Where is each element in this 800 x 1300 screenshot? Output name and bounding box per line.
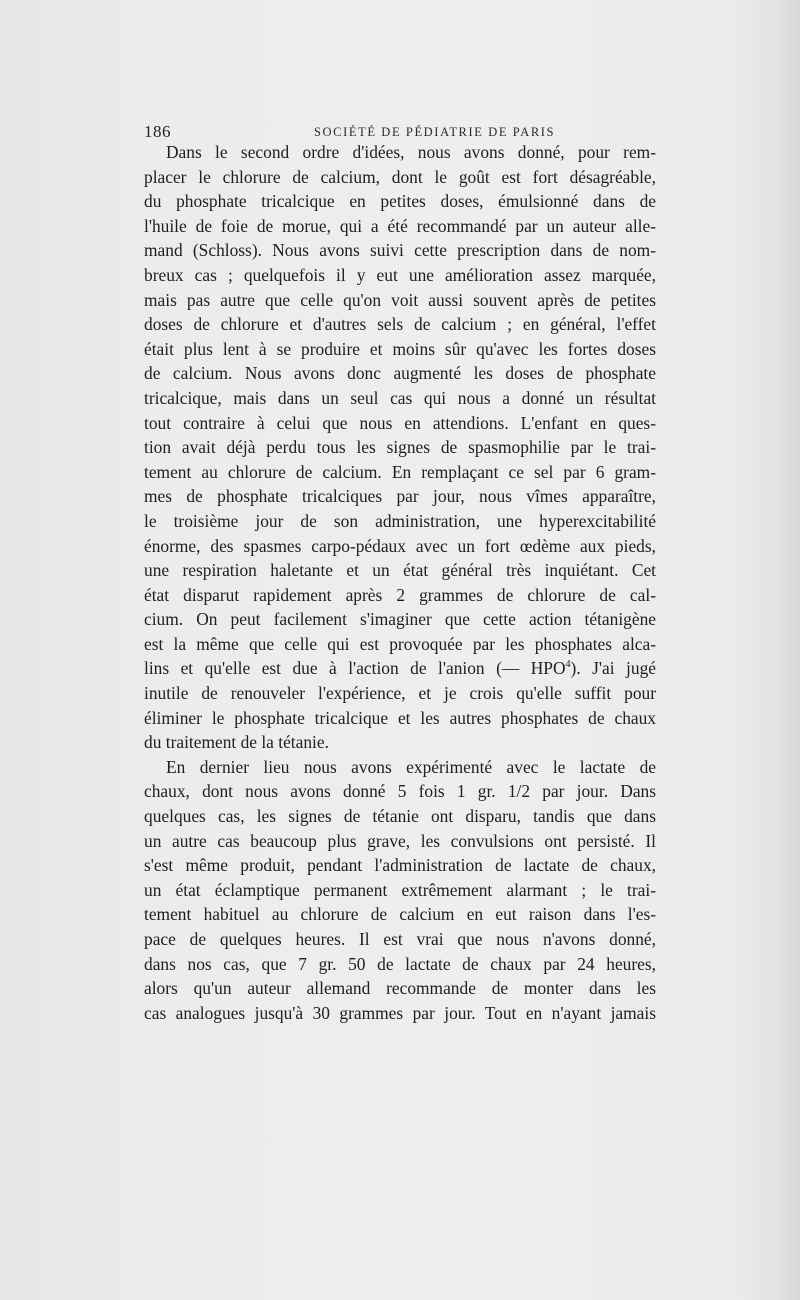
text-line: dans nos cas, que 7 gr. 50 de lactate de chaux par 24 heures, xyxy=(144,953,656,974)
text-line: mais pas autre que celle qu'on voit aussi souvent après de petites xyxy=(144,289,656,310)
text-line: énorme, des spasmes carpo-pédaux avec un fort œdème aux pieds, xyxy=(144,535,656,556)
text-line: chaux, dont nous avons donné 5 fois 1 gr. 1/2 par jour. Dans xyxy=(144,781,656,802)
formula-superscript: 4 xyxy=(565,659,571,671)
text-line: placer le chlorure de calcium, dont le goût est fort désagréable, xyxy=(144,166,656,187)
formula-text: lins et qu'elle est due à l'action de l'anion (— HPO xyxy=(144,658,566,679)
text-line: l'huile de foie de morue, qui a été recommandé par un auteur alle- xyxy=(144,215,656,236)
text-line: un état éclamptique permanent extrêmement alarmant ; le trai- xyxy=(144,879,656,900)
text-line: doses de chlorure et d'autres sels de calcium ; en général, l'effet xyxy=(144,314,656,335)
text-line: une respiration haletante et un état général très inquiétant. Cet xyxy=(144,560,656,581)
text-line: Dans le second ordre d'idées, nous avons donné, pour rem- xyxy=(166,142,656,162)
formula-tail: ). J'ai jugé xyxy=(570,658,656,679)
text-line: de calcium. Nous avons donc augmenté les doses de phosphate xyxy=(144,363,656,384)
text-line: mand (Schloss). Nous avons suivi cette prescription dans de nom- xyxy=(144,240,656,261)
text-line: alors qu'un auteur allemand recommande de monter dans les xyxy=(144,978,656,999)
text-line: un autre cas beaucoup plus grave, les convulsions ont persisté. Il xyxy=(144,830,656,851)
text-line: tricalcique, mais dans un seul cas qui nous a donné un résultat xyxy=(144,387,656,408)
text-line: pace de quelques heures. Il est vrai que nous n'avons donné, xyxy=(144,929,656,949)
text-line: quelques cas, les signes de tétanie ont disparu, tandis que dans xyxy=(144,806,656,827)
text-line: éliminer le phosphate tricalcique et les autres phosphates de chaux xyxy=(144,707,656,728)
running-head xyxy=(144,122,674,142)
text-line: En dernier lieu nous avons expérimenté avec le lactate de xyxy=(166,756,656,777)
text-line: du phosphate tricalcique en petites doses, émulsionné dans de xyxy=(144,191,656,212)
text-line-with-formula xyxy=(144,656,656,681)
text-line: mes de phosphate tricalciques par jour, nous vîmes apparaître, xyxy=(144,486,656,507)
text-line: cas analogues jusqu'à 30 grammes par jour. Tout en n'ayant jamais xyxy=(144,1002,656,1023)
text-line: s'est même produit, pendant l'administration de lactate de chaux, xyxy=(144,855,656,876)
text-line: inutile de renouveler l'expérience, et je crois qu'elle suffit pour xyxy=(144,683,656,704)
text-line: le troisième jour de son administration, une hyperexcitabilité xyxy=(144,510,656,531)
text-line: tement habituel au chlorure de calcium en eut raison dans l'es- xyxy=(144,904,656,925)
text-line: était plus lent à se produire et moins sûr qu'avec les fortes doses xyxy=(144,338,656,359)
text-line: tement au chlorure de calcium. En remplaçant ce sel par 6 gram- xyxy=(144,461,656,482)
text-line: tout contraire à celui que nous en attendions. L'enfant en ques- xyxy=(144,412,656,433)
text-line: tion avait déjà perdu tous les signes de spasmophilie par le trai- xyxy=(144,437,656,458)
page-number: 186 xyxy=(144,122,171,141)
text-line: breux cas ; quelquefois il y eut une amélioration assez marquée, xyxy=(144,264,656,285)
journal-title: SOCIÉTÉ DE PÉDIATRIE DE PARIS xyxy=(314,125,556,139)
body-text xyxy=(144,140,656,1025)
text-line: est la même que celle qui est provoquée par les phosphates alca- xyxy=(144,633,656,654)
text-line: cium. On peut facilement s'imaginer que cette action tétanigène xyxy=(144,609,656,630)
text-line: du traitement de la tétanie. xyxy=(144,732,329,753)
text-line: état disparut rapidement après 2 grammes de chlorure de cal- xyxy=(144,584,656,605)
